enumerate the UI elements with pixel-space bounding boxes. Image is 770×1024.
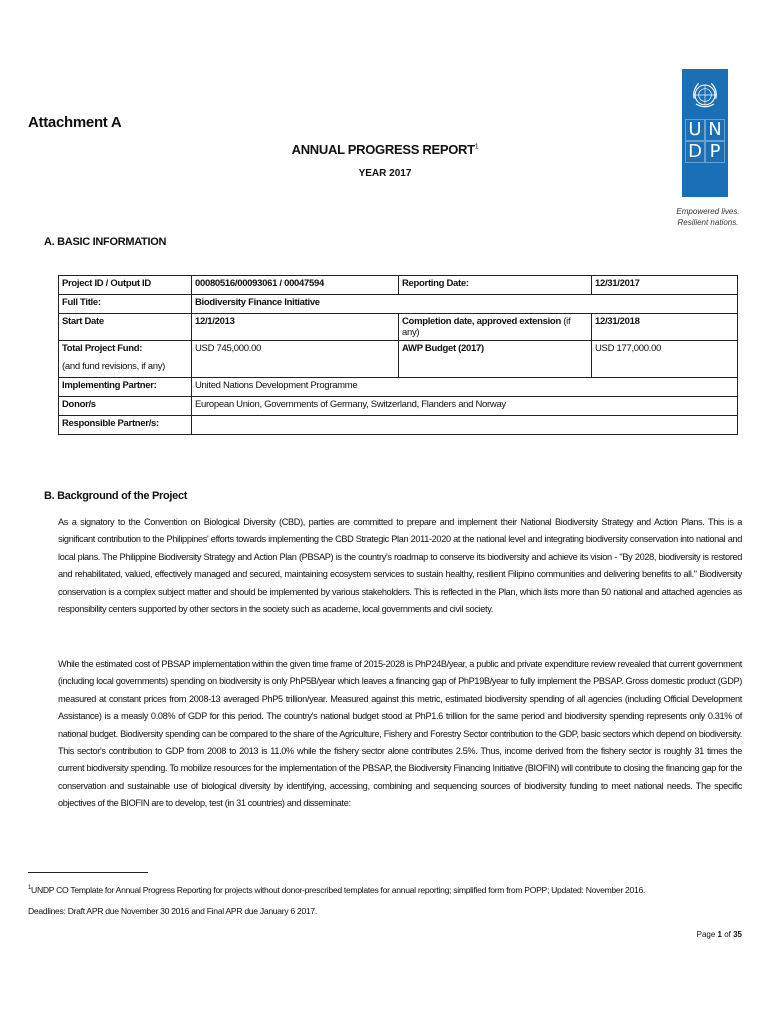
full-title-value: Biodiversity Finance Initiative: [192, 295, 738, 314]
footnote-divider: [28, 872, 148, 873]
table-row: [59, 416, 738, 435]
completion-date-value: 12/31/2018: [592, 314, 738, 341]
attachment-label: Attachment A: [28, 114, 122, 131]
tagline-line-2: Resilient nations.: [677, 218, 739, 227]
logo-letter-u: U: [685, 119, 705, 141]
responsible-partners-value: [192, 416, 738, 435]
total-fund-value: USD 745,000.00: [192, 341, 399, 378]
completion-label-rest: (if any): [402, 316, 571, 338]
implementing-partner-value: United Nations Development Programme: [192, 378, 738, 397]
table-row: [59, 295, 738, 314]
page-number-middle: of: [721, 930, 734, 939]
reporting-date-label: Reporting Date:: [399, 276, 592, 295]
awp-budget-value: USD 177,000.00: [592, 341, 738, 378]
donors-value: European Union, Governments of Germany, Switzerland, Flanders and Norway: [192, 397, 738, 416]
title-footnote-mark: 1: [474, 143, 479, 151]
un-emblem-icon: [687, 77, 723, 113]
table-row: [59, 341, 738, 360]
page-number-total: 35: [733, 930, 742, 939]
donors-label: Donor/s: [59, 397, 192, 416]
table-row: [59, 314, 738, 341]
footnote-1-text: UNDP CO Template for Annual Progress Reporting for projects without donor-prescribed templates for annual reporting; simplified form from POPP; Updated: November 2016.: [31, 885, 646, 895]
project-id-value: 00080516/00093061 / 00047594: [192, 276, 399, 295]
table-row: [59, 397, 738, 416]
completion-date-label: [399, 314, 592, 341]
report-year: YEAR 2017: [358, 168, 412, 179]
logo-letter-p: P: [705, 141, 725, 163]
table-row: [59, 276, 738, 295]
project-id-label: Project ID / Output ID: [59, 276, 192, 295]
tagline-line-1: Empowered lives.: [676, 207, 740, 216]
basic-information-table: [58, 275, 738, 435]
reporting-date-value: 12/31/2017: [592, 276, 738, 295]
total-fund-sublabel: (and fund revisions, if any): [59, 359, 192, 378]
start-date-label: Start Date: [59, 314, 192, 341]
background-paragraph-2: While the estimated cost of PBSAP implementation within the given time frame of 2015-2028 is PhP24B/year, a public and private expenditure review revealed that current government (including local governments) spending on biodiversity is only PhP5B/year which leaves a financing gap of PhP19B/year to fully implement the PBSAP. Gross domestic product (GDP) measured at constant prices from 2008-13 averaged PhP5 trillion/year. Measured against this metric, estimated biodiversity spending of all agencies (including Official Development Assistance) is a measly 0.08% of GDP for this period. The country's national budget stood at PhP1.6 trillion for the same period and biodiversity spending represents only 0.31% of national budget. Biodiversity spending can be compared to the share of the Agriculture, Fishery and Forestry Sector contribution to the GDP, basic sectors which depend on biodiversity. This sector's contribution to GDP from 2008 to 2013 is 11.0% while the fishery sector alone contributes 2.5%. Thus, income derived from the fishery sector is roughly 31 times the current biodiversity spending. To mobilize resources for the implementation of the PBSAP, the Biodiversity Financing Initiative (BIOFIN) will contribute to closing the financing gap for the conservation and sustainable use of biological diversity by identifying, accessing, combining and sequencing sources of biodiversity funding to meet national needs. The specific objectives of the BIOFIN are to develop, test (in 31 countries) and disseminate:: [58, 659, 742, 809]
responsible-partners-label: Responsible Partner/s:: [59, 416, 192, 435]
background-paragraph-1: As a signatory to the Convention on Biological Diversity (CBD), parties are committed to prepare and implement their National Biodiversity Strategy and Action Plans. This is a significant contribution to the Philippines' efforts towards implementing the CBD Strategic Plan 2011-2020 at the national level and integrating biodiversity conservation into national and local plans. The Philippine Biodiversity Strategy and Action Plan (PBSAP) is the country's roadmap to conserve its biodiversity and achieve its vision - "By 2028, biodiversity is restored and rehabilitated, valued, effectively managed and secured, maintaining ecosystem services to sustain healthy, resilient Filipino communities and delivering benefits to all." Biodiversity conservation is a complex subject matter and should be implemented by various stakeholders. This is reflected in the Plan, which lists more than 50 national and attached agencies as responsibility centers supported by other sectors in the society such as academe, local governments and civil society.: [58, 517, 742, 615]
page-number-current: 1: [717, 930, 722, 939]
total-fund-label: Total Project Fund:: [59, 341, 192, 360]
completion-label-bold: Completion date, approved extension: [402, 316, 561, 327]
page-number-prefix: Page: [696, 930, 718, 939]
full-title-label: Full Title:: [59, 295, 192, 314]
report-title: [0, 142, 770, 157]
logo-letter-d: D: [685, 141, 705, 163]
report-title-text: ANNUAL PROGRESS REPORT: [291, 142, 475, 157]
undp-tagline: [668, 206, 748, 228]
logo-letter-n: N: [705, 119, 725, 141]
page-number: [697, 930, 742, 939]
implementing-partner-label: Implementing Partner:: [59, 378, 192, 397]
awp-budget-label: AWP Budget (2017): [399, 341, 592, 378]
footnote-1: [28, 885, 645, 895]
table-row: [59, 378, 738, 397]
section-a-heading: A. BASIC INFORMATION: [44, 236, 167, 248]
section-b-heading: B. Background of the Project: [44, 490, 188, 502]
start-date-value: 12/1/2013: [192, 314, 399, 341]
footnote-deadlines: Deadlines: Draft APR due November 30 2016 and Final APR due January 6 2017.: [28, 906, 317, 916]
footnote-mark: 1: [28, 885, 32, 892]
